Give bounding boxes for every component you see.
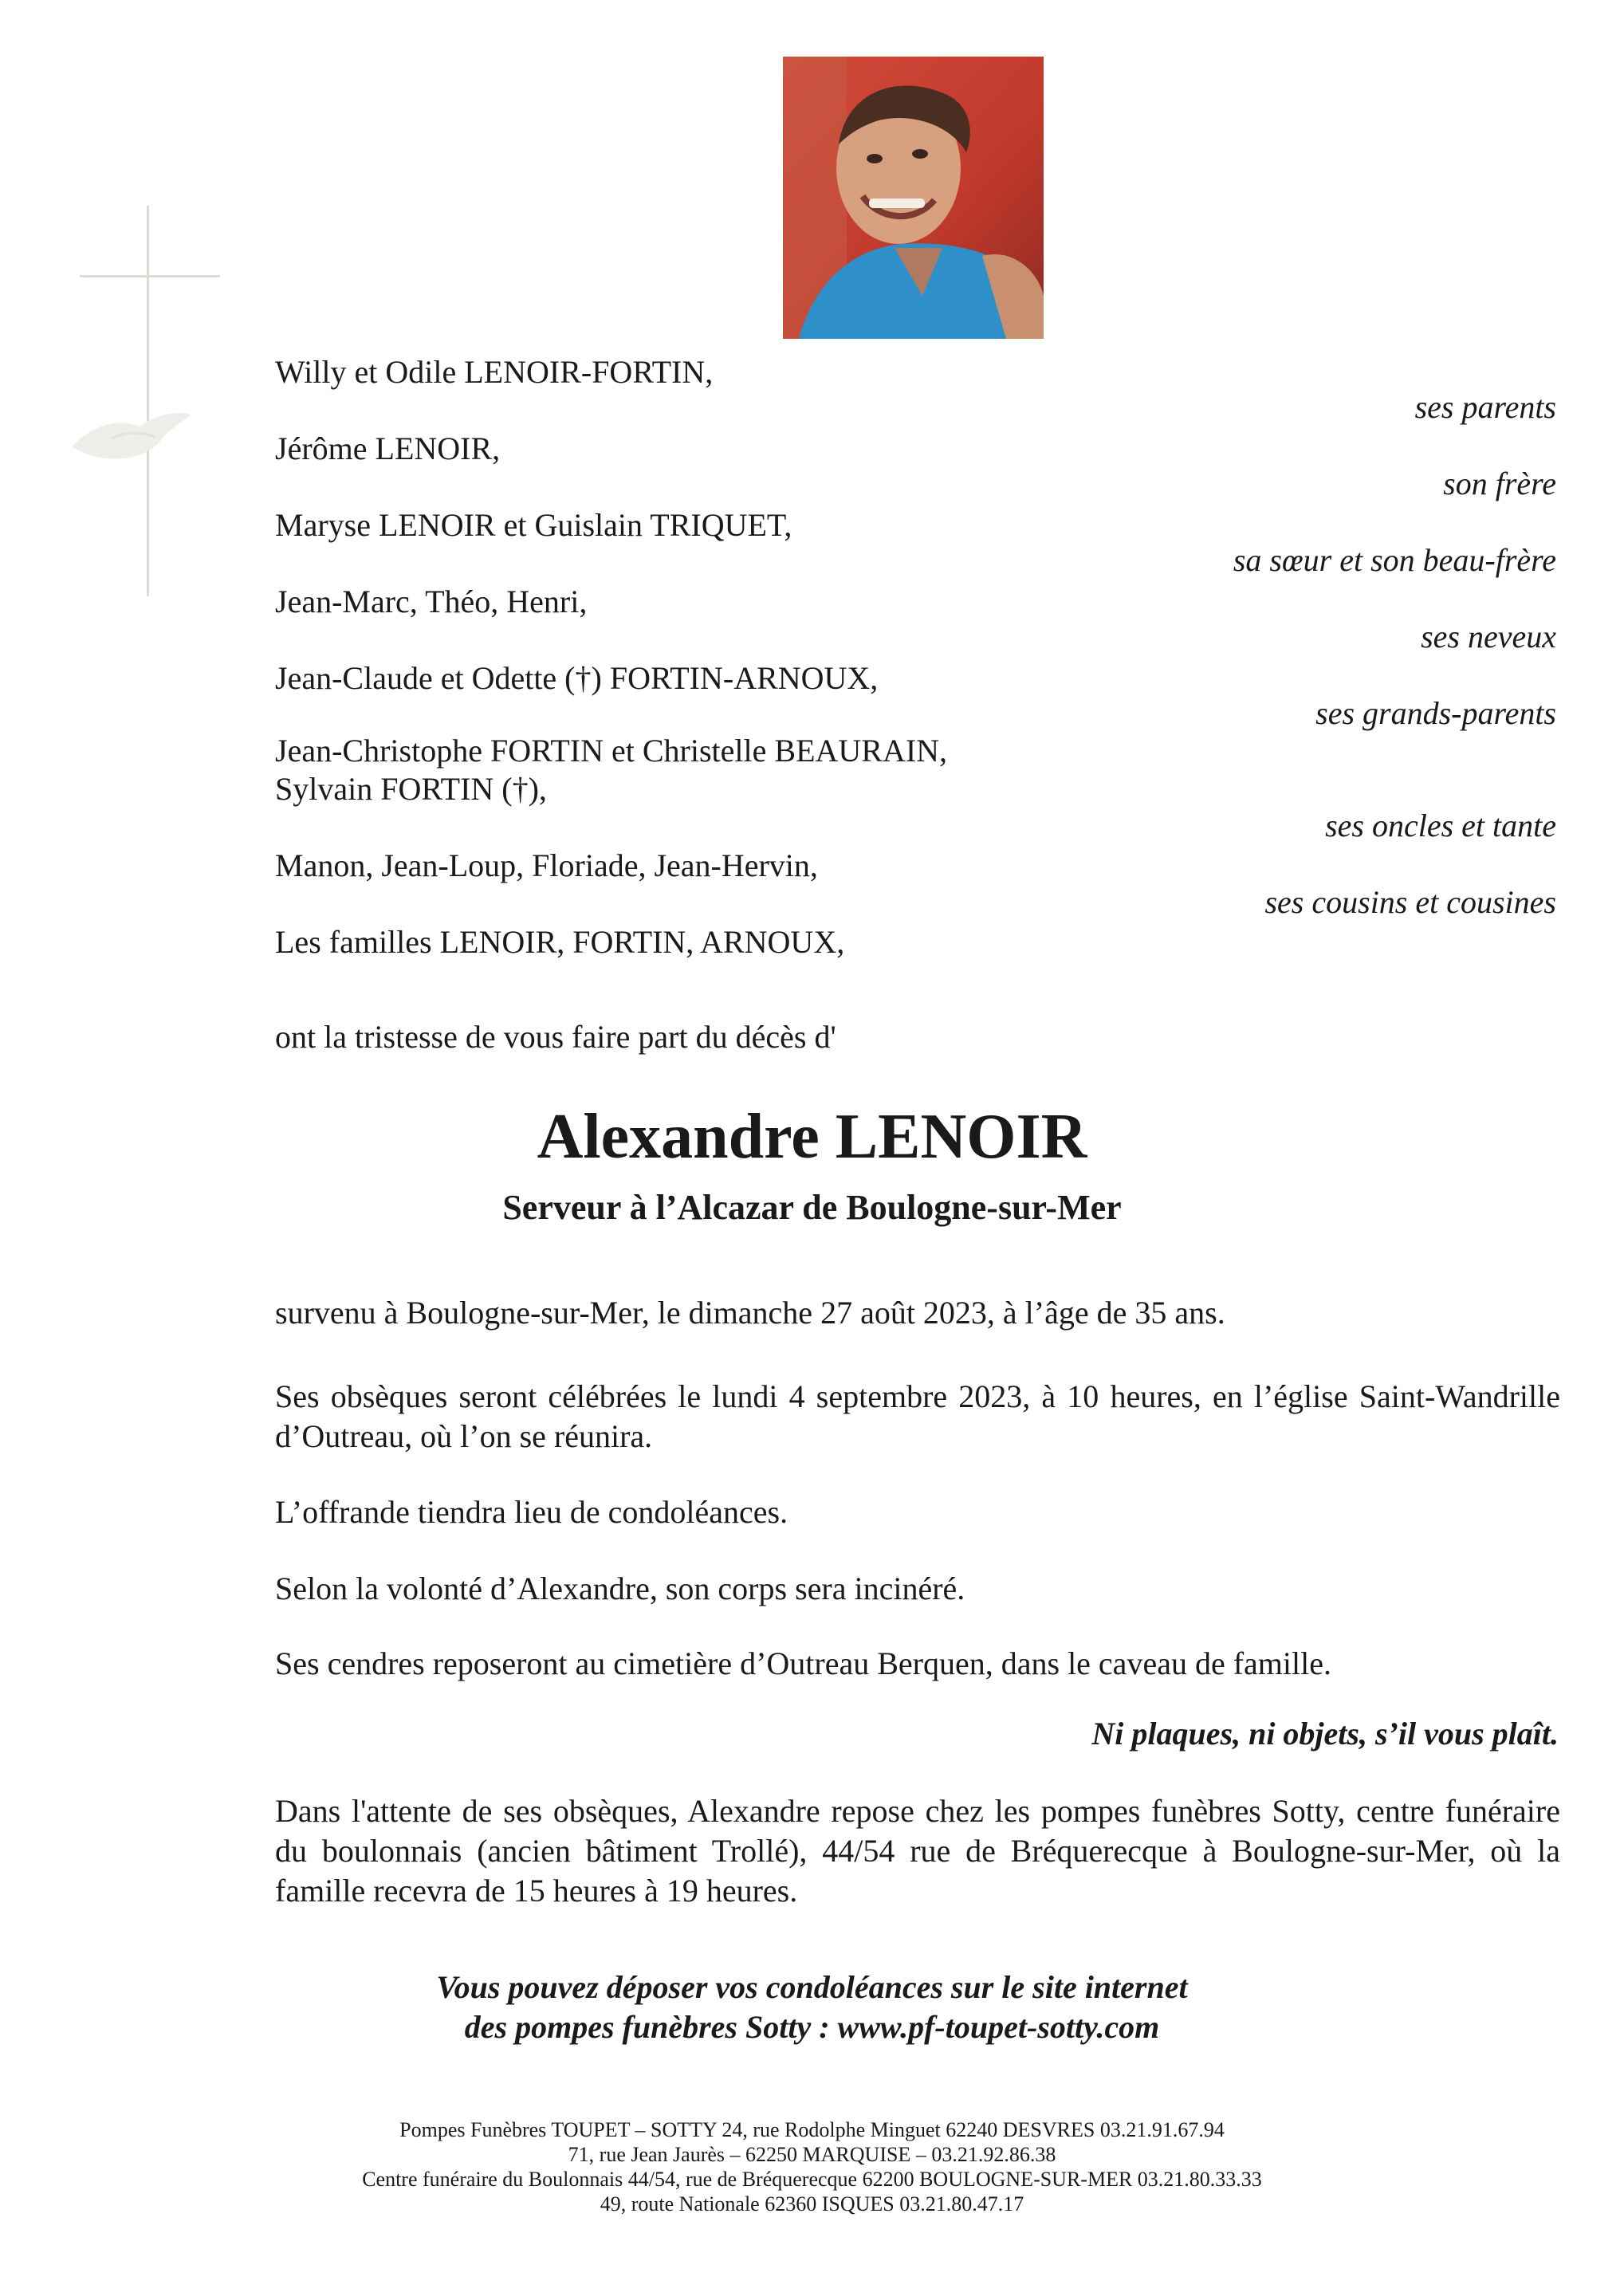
intro-text: ont la tristesse de vous faire part du décès d' — [275, 1019, 836, 1055]
family-names-brother: Jérôme LENOIR, — [275, 431, 501, 466]
relation-cousins: ses cousins et cousines — [1264, 884, 1556, 920]
condolences-line-2: des pompes funèbres Sotty : www.pf-toupet-sotty.com — [464, 2009, 1160, 2045]
family-names-uncles-2: Sylvain FORTIN (†), — [275, 771, 547, 807]
rest-paragraph: Dans l'attente de ses obsèques, Alexandre repose chez les pompes funèbres Sotty, centre funéraire du boulonnais (ancien bâtiment Trollé), 44/54 rue de Bréquerecque à Boulogne-sur-Mer, où la famille recevra de 15 heures à 19 heures. — [275, 1793, 1560, 1909]
funeral-paragraph: Ses obsèques seront célébrées le lundi 4 septembre 2023, à 10 heures, en l’église Saint-Wandrille d’Outreau, où l’on se réunira. — [275, 1378, 1560, 1454]
ashes-paragraph: Ses cendres reposeront au cimetière d’Outreau Berquen, dans le caveau de famille. — [275, 1645, 1331, 1681]
family-names-cousins: Manon, Jean-Loup, Floriade, Jean-Hervin, — [275, 847, 818, 883]
condolences-line-1: Vous pouvez déposer vos condoléances sur le site internet — [436, 1969, 1188, 2005]
footer-line-1: Pompes Funèbres TOUPET – SOTTY 24, rue Rodolphe Minguet 62240 DESVRES 03.21.91.67.94 — [399, 2118, 1225, 2141]
relation-uncles: ses oncles et tante — [1325, 808, 1556, 843]
cross-icon-horizontal — [80, 275, 220, 277]
family-names-families: Les familles LENOIR, FORTIN, ARNOUX, — [275, 924, 845, 960]
family-names-nephews: Jean-Marc, Théo, Henri, — [275, 584, 588, 619]
cremation-paragraph: Selon la volonté d’Alexandre, son corps sera incinéré. — [275, 1571, 965, 1606]
relation-grandparents: ses grands-parents — [1315, 695, 1556, 731]
no-flowers-note: Ni plaques, ni objets, s’il vous plaît. — [1091, 1716, 1559, 1751]
deceased-name: Alexandre LENOIR — [537, 1102, 1087, 1172]
relation-brother: son frère — [1443, 466, 1556, 501]
deceased-occupation: Serveur à l’Alcazar de Boulogne-sur-Mer — [502, 1188, 1122, 1227]
footer-line-2: 71, rue Jean Jaurès – 62250 MARQUISE – 03.21.92.86.38 — [568, 2143, 1056, 2166]
deceased-photo — [783, 57, 1044, 339]
family-names-parents: Willy et Odile LENOIR-FORTIN, — [275, 354, 714, 390]
death-paragraph: survenu à Boulogne-sur-Mer, le dimanche 27 août 2023, à l’âge de 35 ans. — [275, 1295, 1225, 1331]
family-names-grandparents: Jean-Claude et Odette (†) FORTIN-ARNOUX, — [275, 660, 879, 696]
offering-paragraph: L’offrande tiendra lieu de condoléances. — [275, 1494, 788, 1530]
relation-sister: sa sœur et son beau-frère — [1233, 542, 1556, 578]
dove-icon — [64, 391, 199, 486]
footer-line-4: 49, route Nationale 62360 ISQUES 03.21.80.47.17 — [600, 2192, 1024, 2215]
footer-line-3: Centre funéraire du Boulonnais 44/54, rue de Bréquerecque 62200 BOULOGNE-SUR-MER 03.21.80.33.33 — [362, 2168, 1262, 2191]
family-names-sister: Maryse LENOIR et Guislain TRIQUET, — [275, 507, 792, 543]
relation-parents: ses parents — [1414, 389, 1556, 425]
family-names-uncles: Jean-Christophe FORTIN et Christelle BEAURAIN, — [275, 733, 948, 769]
relation-nephews: ses neveux — [1421, 619, 1556, 655]
